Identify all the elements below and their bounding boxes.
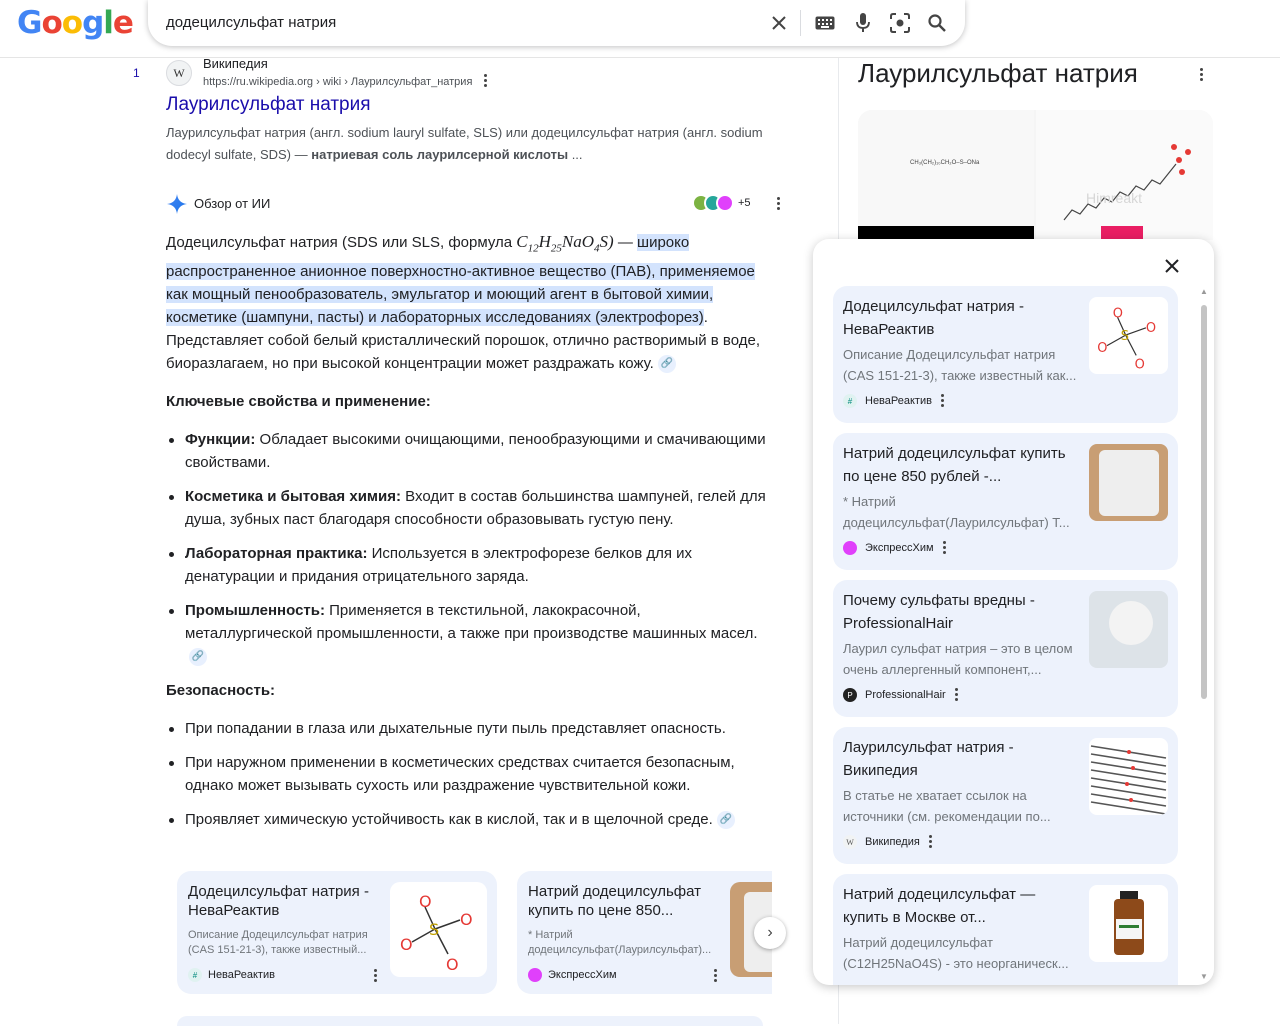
card-source-name: НеваРеактив — [208, 969, 275, 981]
scrollbar-thumb[interactable] — [1201, 305, 1207, 699]
props-list — [166, 428, 766, 668]
list-item — [166, 751, 766, 797]
source-item[interactable] — [833, 727, 1178, 864]
source-desc: В статье не хватает ссылок на источники (см. рекомендации по... — [843, 788, 1051, 824]
next-arrow-icon[interactable]: › — [754, 917, 786, 949]
safety-heading: Безопасность: — [166, 682, 276, 700]
svg-text:O: O — [419, 892, 432, 911]
result-title-link[interactable]: Лаурилсульфат натрия — [166, 94, 371, 115]
source-meta — [843, 394, 944, 408]
source-title: Почему сульфаты вредны - ProfessionalHair — [843, 592, 1035, 632]
keyboard-icon[interactable] — [813, 11, 837, 35]
close-icon[interactable] — [1161, 255, 1183, 277]
formula-s: S) — [599, 232, 614, 251]
ai-overview-header — [166, 193, 786, 217]
ai-menu-icon[interactable] — [776, 197, 780, 211]
source-name: ProfessionalHair — [865, 689, 946, 701]
more-sources-count: +5 — [738, 197, 751, 209]
search-icon[interactable] — [925, 11, 949, 35]
ai-sparkle-icon — [166, 193, 188, 215]
source-title: Лаурилсульфат натрия - Википедия — [843, 739, 1014, 779]
ai-overview-label: Обзор от ИИ — [194, 196, 271, 211]
lens-icon[interactable] — [888, 11, 912, 35]
formula-h-sub: 25 — [550, 242, 562, 255]
svg-text:O: O — [1145, 320, 1157, 336]
item-bold: Лабораторная практика: — [185, 545, 368, 563]
result-snippet — [166, 122, 786, 166]
search-box[interactable] — [148, 0, 965, 46]
list-item — [166, 599, 766, 668]
item-text: Используется в электрофорезе белков для их денатурации и придания отрицательного заряда. — [185, 545, 692, 586]
formula-image[interactable] — [858, 110, 1034, 240]
svg-text:O: O — [400, 935, 413, 954]
card-title: Натрий додецилсульфат купить по цене 850... — [528, 883, 702, 919]
source-name: ЭкспрессХим — [865, 542, 934, 554]
snippet-text: Лаурилсульфат натрия (англ. sodium lauryl sulfate, SLS) или додецилсульфат натрия (англ. sodium dodecyl sulfate, SDS) — — [166, 125, 763, 162]
reagent-bottle-image — [1089, 885, 1168, 962]
item-text: При попадании в глаза или дыхательные пути пыль представляет опасность. — [185, 720, 726, 738]
top-bar — [0, 0, 1280, 58]
sources-panel — [813, 239, 1214, 985]
source-item[interactable] — [833, 580, 1178, 717]
google-logo[interactable]: Google — [17, 5, 133, 41]
formula-na: NaO — [561, 232, 595, 251]
source-menu-icon[interactable] — [928, 835, 932, 849]
scroll-down-icon[interactable]: ▼ — [1200, 972, 1208, 981]
item-text: Обладает высокими очищающими, пенообразующими и смачивающими свойствами. — [185, 431, 766, 472]
next-section-strip — [177, 1016, 763, 1026]
svg-text:O: O — [446, 955, 459, 974]
product-jar-image — [1089, 444, 1168, 521]
svg-text:O: O — [1112, 306, 1123, 322]
item-bold: Косметика и бытовая химия: — [185, 488, 401, 506]
item-text: Проявляет химическую устойчивость как в кислой, так и в щелочной среде. — [185, 811, 713, 829]
list-item — [166, 717, 766, 740]
expresskhim-icon — [528, 968, 542, 982]
molecule-image — [1089, 297, 1168, 374]
source-title: Додецилсульфат натрия - НеваРеактив — [843, 298, 1024, 338]
item-text: Применяется в текстильной, лакокрасочной, металлургической промышленности, а также при производстве машинных масел. — [185, 602, 758, 643]
ai-source-cards — [177, 871, 772, 994]
nevareaktiv-icon: # — [843, 394, 857, 408]
wikipedia-favicon: W — [166, 60, 192, 86]
chain-structure-image[interactable] — [1036, 110, 1213, 240]
svg-text:O: O — [1097, 341, 1108, 357]
card-source — [528, 968, 617, 982]
intro-rest: . Представляет собой белый кристаллический порошок, отлично растворимый в воде, биоразлагаем, но при высокой концентрации может раздражать кожу. — [166, 309, 760, 373]
ai-overview-body — [166, 230, 766, 842]
knowledge-panel-title: Лаурилсульфат натрия — [858, 58, 1138, 88]
result-site-name[interactable]: Википедия — [203, 56, 268, 71]
list-item — [166, 808, 766, 831]
hair-wash-image — [1089, 591, 1168, 668]
formula-c: C — [516, 232, 528, 251]
intro-dash: — — [613, 234, 638, 251]
snippet-ellipsis: ... — [568, 147, 583, 162]
source-menu-icon[interactable] — [942, 541, 946, 555]
card-source-name: ЭкспрессХим — [548, 969, 617, 981]
source-menu-icon[interactable] — [954, 688, 958, 702]
source-meta — [843, 835, 932, 849]
source-title: Натрий додецилсульфат купить по цене 850 рублей -... — [843, 445, 1066, 485]
item-bold: Промышленность: — [185, 602, 325, 620]
svg-text:S: S — [429, 920, 440, 939]
source-desc: Натрий додецилсульфат (C12H25NaO4S) - это неорганическ... — [843, 935, 1069, 971]
nevareaktiv-icon: # — [188, 968, 202, 982]
card-desc: * Натрий додецилсульфат(Лаурилсульфат)... — [528, 929, 712, 956]
source-avatar — [716, 194, 734, 212]
separator — [800, 10, 801, 36]
item-bold: Функции: — [185, 431, 256, 449]
knowledge-panel-images — [858, 110, 1213, 240]
source-meta — [843, 688, 958, 702]
ai-intro — [166, 230, 766, 375]
ai-source-avatars[interactable] — [692, 194, 751, 212]
list-item — [166, 542, 766, 588]
link-icon[interactable]: 🔗 — [658, 355, 676, 373]
source-desc: * Натрий додецилсульфат(Лаурилсульфат) Т... — [843, 494, 1070, 530]
item-text: Входит в состав большинства шампуней, гелей для душа, зубных паст благодаря способности образовывать густую пену. — [185, 488, 766, 529]
card-menu-icon[interactable] — [373, 969, 377, 983]
source-item[interactable] — [833, 874, 1178, 985]
crystal-structure-image — [1089, 738, 1168, 815]
snippet-bold: натриевая соль лаурилсерной кислоты — [311, 147, 569, 162]
close-icon[interactable] — [767, 11, 791, 35]
item-text: При наружном применении в косметических средствах считается безопасным, однако может вызывать сухость или раздражение чувствительной кожи. — [185, 754, 735, 795]
source-title: Натрий додецилсульфат — купить в Москве от... — [843, 886, 1036, 926]
mic-icon[interactable] — [851, 11, 875, 35]
expresskhim-icon — [843, 541, 857, 555]
knowledge-panel-menu-icon[interactable] — [1199, 68, 1203, 82]
result-url-text: https://ru.wikipedia.org › wiki › Лаурилсульфат_натрия — [203, 76, 473, 88]
result-url[interactable] — [203, 74, 487, 88]
svg-text:O: O — [1134, 357, 1145, 373]
link-icon[interactable]: 🔗 — [717, 811, 735, 829]
source-name: Википедия — [865, 836, 920, 848]
scroll-up-icon[interactable]: ▲ — [1200, 287, 1208, 296]
card-desc: Описание Додецилсульфат натрия (CAS 151-21-3), также известный... — [188, 929, 368, 956]
list-item — [166, 485, 766, 531]
props-heading: Ключевые свойства и применение: — [166, 393, 431, 411]
source-desc: Описание Додецилсульфат натрия (CAS 151-21-3), также известный как... — [843, 347, 1077, 383]
link-icon[interactable]: 🔗 — [189, 648, 207, 666]
watermark: Himreakt — [1086, 190, 1143, 206]
professionalhair-icon: P — [843, 688, 857, 702]
source-card[interactable] — [517, 871, 772, 994]
wikipedia-icon: W — [843, 835, 857, 849]
intro-text: Додецилсульфат натрия (SDS или SLS, формула — [166, 234, 517, 251]
source-card[interactable] — [177, 871, 497, 994]
card-menu-icon[interactable] — [713, 969, 717, 983]
card-title: Додецилсульфат натрия - НеваРеактив — [188, 883, 369, 919]
source-meta — [843, 541, 946, 555]
source-desc: Лаурил сульфат натрия – это в целом очень аллергенный компонент,... — [843, 641, 1073, 677]
molecule-image — [390, 882, 487, 977]
highlighted-text[interactable]: широко распространенное анионное поверхностно-активное вещество (ПАВ), применяемое как мощный пенообразователь, эмульгатор и моющий агент в бытовой химии, косметике (шампуни, пасты) и лабораторных исследованиях (электрофорез) — [166, 234, 755, 327]
source-item[interactable] — [833, 286, 1178, 423]
source-menu-icon[interactable] — [940, 394, 944, 408]
formula-o-sub: 4 — [594, 242, 600, 255]
card-source — [188, 968, 275, 982]
source-item[interactable] — [833, 433, 1178, 570]
chemical-formula — [516, 232, 614, 255]
source-name: НеваРеактив — [865, 395, 932, 407]
formula-h: H — [538, 232, 551, 251]
result-rank: 1 — [133, 66, 140, 80]
svg-text:S: S — [1120, 328, 1130, 344]
more-options-icon[interactable] — [483, 74, 487, 88]
svg-text:O: O — [460, 910, 473, 929]
search-input[interactable]: додецилсульфат натрия — [166, 14, 337, 31]
list-item — [166, 428, 766, 474]
safety-list — [166, 717, 766, 831]
formula-c-sub: 12 — [527, 242, 539, 255]
formula-image-text: CH₃(CH₂)₁₀CH₂O–S–ONa — [910, 160, 980, 166]
